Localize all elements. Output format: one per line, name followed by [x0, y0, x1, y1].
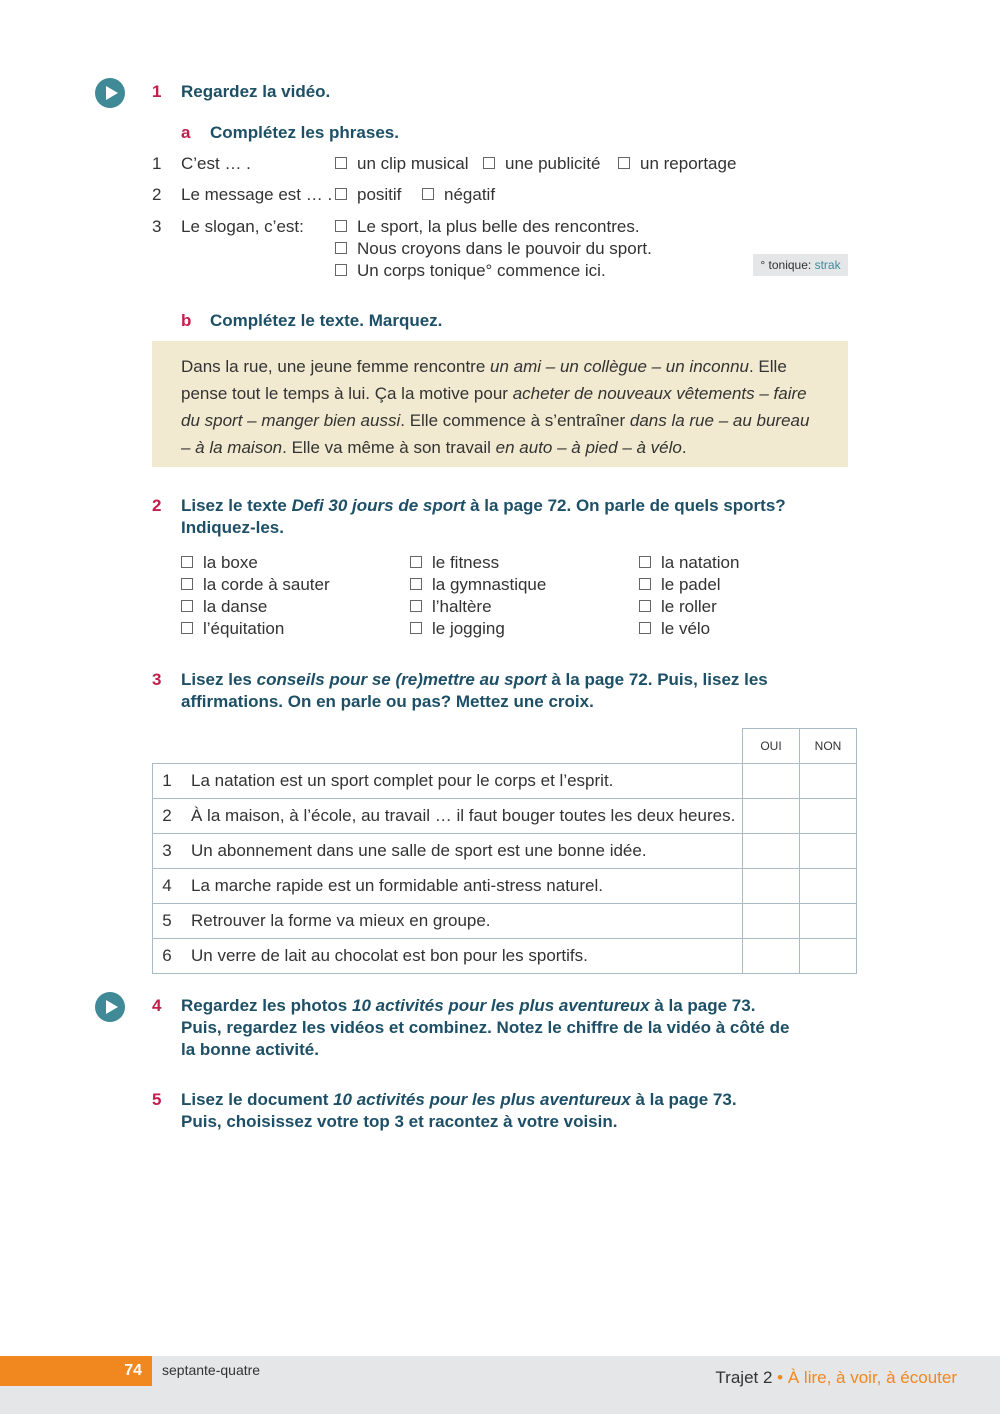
- checkbox-icon[interactable]: [181, 600, 193, 612]
- exercise-number: 2: [152, 496, 162, 515]
- checkbox-icon[interactable]: [410, 622, 422, 634]
- exercise-number: 1: [152, 82, 162, 101]
- answer-cell-non[interactable]: [800, 798, 857, 833]
- option[interactable]: négatif: [422, 185, 495, 205]
- column-header-non: NON: [800, 729, 857, 764]
- sport-option[interactable]: la boxe: [181, 553, 258, 573]
- row-label: C’est … .: [181, 154, 251, 173]
- checkbox-icon[interactable]: [483, 157, 495, 169]
- statements-table: [152, 728, 857, 974]
- exercise-number: 3: [152, 670, 162, 689]
- checkbox-icon[interactable]: [335, 220, 347, 232]
- sub-instruction: Complétez les phrases.: [210, 123, 399, 142]
- page-footer: [0, 1356, 1000, 1414]
- answer-cell-oui[interactable]: [743, 798, 800, 833]
- option[interactable]: Un corps tonique° commence ici.: [335, 261, 606, 281]
- play-video-icon[interactable]: [95, 78, 125, 108]
- checkbox-icon[interactable]: [410, 600, 422, 612]
- checkbox-icon[interactable]: [639, 600, 651, 612]
- sport-option[interactable]: la corde à sauter: [181, 575, 330, 595]
- row-label: Le message est … .: [181, 185, 333, 204]
- exercise-number: 5: [152, 1090, 162, 1109]
- answer-cell-non[interactable]: [800, 938, 857, 973]
- text-box: [152, 341, 848, 467]
- row-number: 2: [152, 185, 162, 204]
- sport-option[interactable]: le padel: [639, 575, 721, 595]
- exercise-instruction: Lisez les conseils pour se (re)mettre au sport à la page 72. Puis, lisez les affirmations. On en parle ou pas? Mettez une croix.: [181, 670, 768, 711]
- checkbox-icon[interactable]: [181, 578, 193, 590]
- sub-instruction: Complétez le texte. Marquez.: [210, 311, 443, 330]
- exercise-instruction: Regardez les photos 10 activités pour les plus aventureux à la page 73. Puis, regardez les vidéos et combinez. Notez le chiffre de la vidéo à côté de la bonne activité.: [181, 996, 790, 1059]
- table-row: 1 La natation est un sport complet pour le corps et l’esprit.: [153, 763, 857, 798]
- sport-option[interactable]: le roller: [639, 597, 717, 617]
- play-video-icon[interactable]: [95, 992, 125, 1022]
- checkbox-icon[interactable]: [639, 556, 651, 568]
- sub-letter: a: [181, 123, 191, 142]
- row-number: 1: [152, 154, 162, 173]
- checkbox-icon[interactable]: [335, 264, 347, 276]
- exercise-number: 4: [152, 996, 162, 1015]
- checkbox-icon[interactable]: [335, 188, 347, 200]
- column-header-oui: OUI: [743, 729, 800, 764]
- checkbox-icon[interactable]: [335, 157, 347, 169]
- option[interactable]: un reportage: [618, 154, 736, 174]
- page-number-words: septante-quatre: [162, 1362, 261, 1378]
- table-row: 2 À la maison, à l’école, au travail … il faut bouger toutes les deux heures.: [153, 798, 857, 833]
- table-row: 3 Un abonnement dans une salle de sport est une bonne idée.: [153, 833, 857, 868]
- option[interactable]: un clip musical: [335, 154, 469, 174]
- text-paragraph: Dans la rue, une jeune femme rencontre un ami – un collègue – un inconnu. Elle pense tout le temps à lui. Ça la motive pour acheter de nouveaux vêtements – faire du sport – manger bien aussi. Elle commence à s’entraîner dans la rue – au bureau – à la maison. Elle va même à son travail en auto – à pied – à vélo.: [181, 357, 810, 457]
- answer-cell-non[interactable]: [800, 833, 857, 868]
- row-label: Le slogan, c’est:: [181, 217, 304, 236]
- table-row: 5 Retrouver la forme va mieux en groupe.: [153, 903, 857, 938]
- answer-cell-oui[interactable]: [743, 833, 800, 868]
- sport-option[interactable]: la danse: [181, 597, 267, 617]
- checkbox-icon[interactable]: [618, 157, 630, 169]
- checkbox-icon[interactable]: [410, 578, 422, 590]
- answer-cell-non[interactable]: [800, 903, 857, 938]
- checkbox-icon[interactable]: [181, 622, 193, 634]
- answer-cell-oui[interactable]: [743, 938, 800, 973]
- table-row: 6 Un verre de lait au chocolat est bon pour les sportifs.: [153, 938, 857, 973]
- option[interactable]: une publicité: [483, 154, 600, 174]
- sport-option[interactable]: la natation: [639, 553, 739, 573]
- row-number: 3: [152, 217, 162, 236]
- sport-option[interactable]: l’haltère: [410, 597, 492, 617]
- sub-letter: b: [181, 311, 192, 330]
- page-number: 74: [0, 1356, 152, 1386]
- answer-cell-non[interactable]: [800, 868, 857, 903]
- table-row: 4 La marche rapide est un formidable anti-stress naturel.: [153, 868, 857, 903]
- exercise-instruction: Regardez la vidéo.: [181, 82, 331, 101]
- exercise-instruction: Lisez le texte Defi 30 jours de sport à la page 72. On parle de quels sports? Indiquez-les.: [181, 496, 786, 537]
- checkbox-icon[interactable]: [335, 242, 347, 254]
- vocab-note: ° tonique: strak: [753, 254, 848, 276]
- option[interactable]: Nous croyons dans le pouvoir du sport.: [335, 239, 652, 259]
- checkbox-icon[interactable]: [410, 556, 422, 568]
- sport-option[interactable]: le vélo: [639, 619, 710, 639]
- answer-cell-oui[interactable]: [743, 903, 800, 938]
- checkbox-icon[interactable]: [181, 556, 193, 568]
- sport-option[interactable]: le fitness: [410, 553, 499, 573]
- exercise-instruction: Lisez le document 10 activités pour les plus aventureux à la page 73. Puis, choisissez votre top 3 et racontez à votre voisin.: [181, 1090, 737, 1131]
- sport-option[interactable]: la gymnastique: [410, 575, 546, 595]
- option[interactable]: positif: [335, 185, 401, 205]
- checkbox-icon[interactable]: [639, 578, 651, 590]
- answer-cell-non[interactable]: [800, 763, 857, 798]
- chapter-label: Trajet 2 • À lire, à voir, à écouter: [715, 1368, 957, 1387]
- checkbox-icon[interactable]: [422, 188, 434, 200]
- sport-option[interactable]: le jogging: [410, 619, 505, 639]
- option[interactable]: Le sport, la plus belle des rencontres.: [335, 217, 640, 237]
- sport-option[interactable]: l’équitation: [181, 619, 284, 639]
- answer-cell-oui[interactable]: [743, 763, 800, 798]
- answer-cell-oui[interactable]: [743, 868, 800, 903]
- checkbox-icon[interactable]: [639, 622, 651, 634]
